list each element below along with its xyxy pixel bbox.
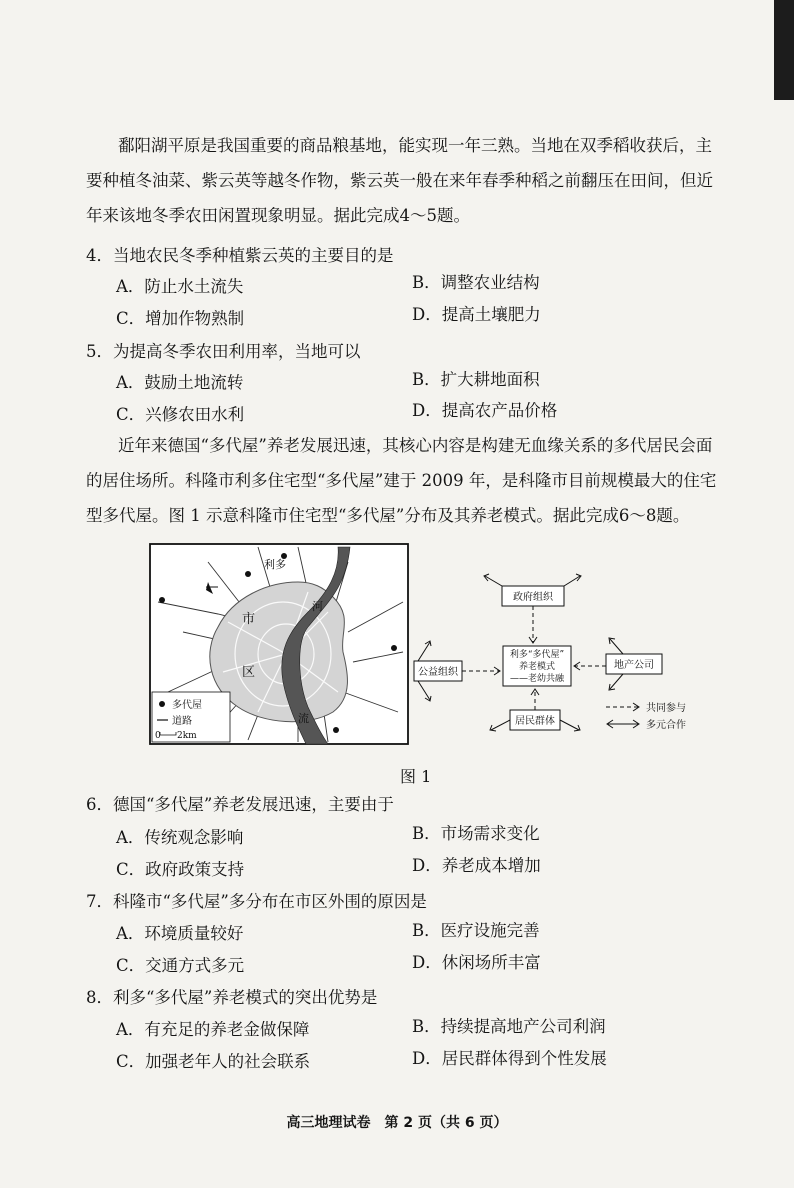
question-8-stem: 8．利多“多代屋”养老模式的突出优势是 xyxy=(86,988,378,1007)
map-label-district: 区 xyxy=(242,665,256,680)
q5-option-c: C．兴修农田水利 xyxy=(116,405,245,424)
legend-road-label: 道路 xyxy=(172,716,192,727)
question-7-stem: 7．科隆市“多代屋”多分布在市区外围的原因是 xyxy=(86,892,427,911)
q5-option-b: B．扩大耕地面积 xyxy=(412,370,540,389)
flow-legend-2: 多元合作 xyxy=(646,720,686,731)
map-label-city: 市 xyxy=(242,612,256,627)
map-label-lido: 利多 xyxy=(264,558,286,571)
passage-1: 鄱阳湖平原是我国重要的商品粮基地，能实现一年三熟。当地在双季稻收获后，主要种植冬油菜、紫云英等越冬作物，紫云英一般在来年春季种稻之前翻压在田间，但近年来该地冬季农田闲置现象明显。据此完成4～5题。 xyxy=(86,136,713,225)
question-5-stem: 5．为提高冬季农田利用率，当地可以 xyxy=(86,342,361,361)
legend-house-icon xyxy=(159,701,165,707)
q7-option-c: C．交通方式多元 xyxy=(116,956,245,975)
q8-option-b: B．持续提高地产公司利润 xyxy=(412,1017,606,1036)
figure-1 xyxy=(148,542,708,747)
map-label-river1: 河 xyxy=(312,600,323,613)
flow-gov: 政府组织 xyxy=(513,592,553,603)
q6-option-b: B．市场需求变化 xyxy=(412,824,540,843)
page-footer: 高三地理试卷 第 2 页（共 6 页） xyxy=(286,1115,508,1131)
q6-option-a: A．传统观念影响 xyxy=(116,828,244,847)
legend-house-label: 多代屋 xyxy=(172,700,202,711)
question-6-stem: 6．德国“多代屋”养老发展迅速，主要由于 xyxy=(86,795,394,814)
scale-label: 2km xyxy=(177,731,197,741)
q7-option-d: D．休闲场所丰富 xyxy=(412,953,541,972)
q4-option-c: C．增加作物熟制 xyxy=(116,309,245,328)
q8-option-c: C．加强老年人的社会联系 xyxy=(116,1052,311,1071)
q6-option-c: C．政府政策支持 xyxy=(116,860,245,879)
q5-option-d: D．提高农产品价格 xyxy=(412,401,558,420)
flow-public: 公益组织 xyxy=(418,667,458,678)
q6-option-d: D．养老成本增加 xyxy=(412,856,541,875)
q4-option-d: D．提高土壤肥力 xyxy=(412,305,541,324)
q8-option-a: A．有充足的养老金做保障 xyxy=(116,1020,310,1039)
flow-center-2: 养老模式 xyxy=(518,662,556,672)
q7-option-b: B．医疗设施完善 xyxy=(412,921,540,940)
figure-caption: 图 1 xyxy=(400,767,432,786)
question-4-stem: 4．当地农民冬季种植紫云英的主要目的是 xyxy=(86,246,394,265)
flow-center-1: 利多“多代屋” xyxy=(509,650,565,660)
q8-option-d: D．居民群体得到个性发展 xyxy=(412,1049,607,1068)
flow-realty: 地产公司 xyxy=(614,660,654,671)
q4-option-b: B．调整农业结构 xyxy=(412,273,540,292)
map-label-river2: 流 xyxy=(298,712,309,725)
q4-option-a: A．防止水土流失 xyxy=(116,277,244,296)
scale-zero: 0 xyxy=(155,731,161,741)
scan-edge xyxy=(774,0,794,100)
flow-center-3: ——老幼共融 xyxy=(509,674,565,684)
flowchart xyxy=(414,586,662,730)
passage-2: 近年来德国“多代屋”养老发展迅速，其核心内容是构建无血缘关系的多代居民会面的居住场所。科隆市利多住宅型“多代屋”建于 2009 年，是科隆市目前规模最大的住宅型多代屋。图 1 示意科隆市住宅型“多代屋”分布及其养老模式。据此完成6～8题。 xyxy=(86,436,717,525)
flow-legend-1: 共同参与 xyxy=(646,703,686,714)
q7-option-a: A．环境质量较好 xyxy=(116,924,244,943)
q5-option-a: A．鼓励土地流转 xyxy=(116,373,244,392)
figure-svg xyxy=(148,542,708,747)
flow-residents: 居民群体 xyxy=(515,716,555,727)
